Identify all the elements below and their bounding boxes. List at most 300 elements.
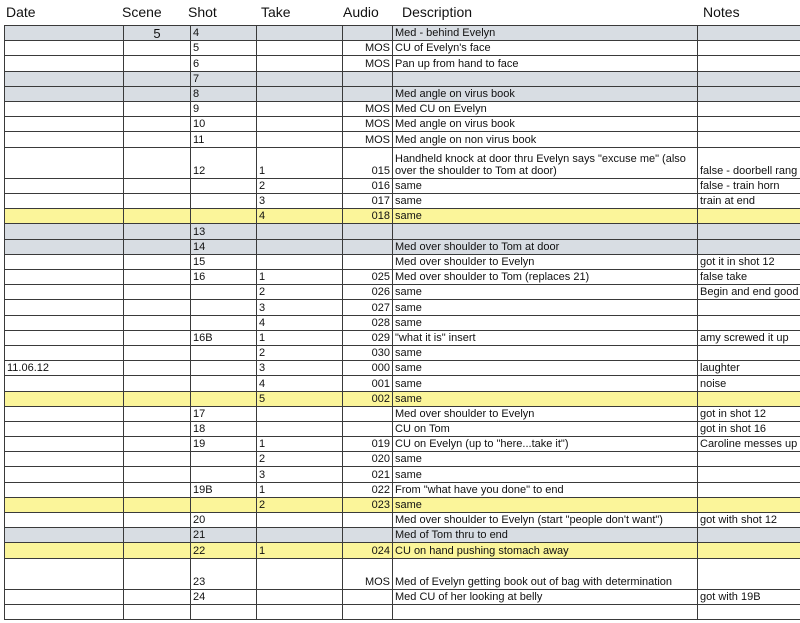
description-cell <box>393 224 698 239</box>
take-cell: 2 <box>257 178 343 193</box>
description-cell <box>393 605 698 620</box>
scene-cell <box>124 254 191 269</box>
take-cell: 1 <box>257 543 343 558</box>
scene-cell <box>124 86 191 101</box>
description-cell: Med of Evelyn getting book out of bag with determination <box>393 558 698 589</box>
scene-cell <box>124 132 191 147</box>
scene-cell <box>124 437 191 452</box>
description-cell: Med over shoulder to Evelyn <box>393 406 698 421</box>
take-cell: 1 <box>257 482 343 497</box>
shot-cell: 10 <box>191 117 257 132</box>
audio-cell <box>343 239 393 254</box>
description-cell: same <box>393 285 698 300</box>
table-row <box>5 497 800 512</box>
scene-cell <box>124 406 191 421</box>
table-row <box>5 147 800 178</box>
take-cell <box>257 101 343 116</box>
date-cell <box>5 391 124 406</box>
shot-cell: 19 <box>191 437 257 452</box>
table-row <box>5 452 800 467</box>
shot-cell <box>191 605 257 620</box>
table-row <box>5 345 800 360</box>
shot-cell <box>191 178 257 193</box>
notes-cell: false - doorbell rang <box>698 147 800 178</box>
notes-cell <box>698 209 800 224</box>
take-cell: 2 <box>257 497 343 512</box>
description-cell: Med angle on virus book <box>393 117 698 132</box>
shot-cell: 24 <box>191 589 257 604</box>
scene-cell <box>124 285 191 300</box>
notes-cell: got it in shot 12 <box>698 254 800 269</box>
take-cell <box>257 86 343 101</box>
take-cell <box>257 224 343 239</box>
table-row <box>5 56 800 71</box>
notes-cell <box>698 41 800 56</box>
audio-cell: MOS <box>343 41 393 56</box>
date-cell <box>5 558 124 589</box>
take-cell <box>257 589 343 604</box>
date-cell <box>5 589 124 604</box>
audio-cell: 026 <box>343 285 393 300</box>
column-header-row <box>0 0 800 24</box>
description-cell: same <box>393 452 698 467</box>
audio-cell <box>343 71 393 86</box>
table-row <box>5 437 800 452</box>
notes-cell <box>698 86 800 101</box>
description-cell: Med over shoulder to Evelyn (start "people don't want") <box>393 513 698 528</box>
table-row <box>5 86 800 101</box>
shot-cell <box>191 497 257 512</box>
shot-cell <box>191 361 257 376</box>
date-cell <box>5 482 124 497</box>
date-cell <box>5 330 124 345</box>
audio-cell <box>343 254 393 269</box>
audio-cell: 030 <box>343 345 393 360</box>
audio-cell: 015 <box>343 147 393 178</box>
table-row <box>5 421 800 436</box>
shot-log-table <box>4 25 800 620</box>
header-audio: Audio <box>343 4 379 20</box>
shot-cell: 6 <box>191 56 257 71</box>
scene-cell <box>124 209 191 224</box>
audio-cell: 021 <box>343 467 393 482</box>
notes-cell: false - train horn <box>698 178 800 193</box>
notes-cell <box>698 452 800 467</box>
audio-cell <box>343 528 393 543</box>
date-cell <box>5 497 124 512</box>
audio-cell <box>343 513 393 528</box>
table-row <box>5 376 800 391</box>
header-date: Date <box>6 4 36 20</box>
notes-cell <box>698 239 800 254</box>
notes-cell <box>698 56 800 71</box>
table-row <box>5 406 800 421</box>
audio-cell <box>343 86 393 101</box>
date-cell <box>5 452 124 467</box>
audio-cell <box>343 26 393 41</box>
header-shot: Shot <box>188 4 217 20</box>
shot-cell <box>191 376 257 391</box>
date-cell <box>5 71 124 86</box>
date-cell <box>5 254 124 269</box>
description-cell: Med CU of her looking at belly <box>393 589 698 604</box>
date-cell <box>5 147 124 178</box>
date-cell <box>5 315 124 330</box>
description-cell <box>393 71 698 86</box>
scene-cell <box>124 421 191 436</box>
take-cell <box>257 117 343 132</box>
take-cell: 1 <box>257 437 343 452</box>
audio-cell <box>343 605 393 620</box>
description-cell: same <box>393 391 698 406</box>
date-cell <box>5 86 124 101</box>
take-cell <box>257 239 343 254</box>
header-description: Description <box>402 4 473 20</box>
take-cell <box>257 421 343 436</box>
table-row <box>5 239 800 254</box>
shot-cell: 9 <box>191 101 257 116</box>
scene-cell <box>124 528 191 543</box>
date-cell <box>5 543 124 558</box>
description-cell: same <box>393 467 698 482</box>
date-cell <box>5 285 124 300</box>
description-cell: Med of Tom thru to end <box>393 528 698 543</box>
scene-cell <box>124 391 191 406</box>
take-cell: 2 <box>257 452 343 467</box>
date-cell <box>5 209 124 224</box>
scene-cell: 5 <box>124 26 191 41</box>
scene-cell <box>124 482 191 497</box>
table-row <box>5 605 800 620</box>
table-row <box>5 209 800 224</box>
notes-cell <box>698 345 800 360</box>
table-row <box>5 558 800 589</box>
description-cell: same <box>393 361 698 376</box>
audio-cell: 028 <box>343 315 393 330</box>
audio-cell <box>343 224 393 239</box>
description-cell: CU on Evelyn (up to "here...take it") <box>393 437 698 452</box>
description-cell: "what it is" insert <box>393 330 698 345</box>
shot-cell: 11 <box>191 132 257 147</box>
date-cell <box>5 41 124 56</box>
shot-cell: 17 <box>191 406 257 421</box>
audio-cell: 001 <box>343 376 393 391</box>
date-cell <box>5 467 124 482</box>
shot-cell: 12 <box>191 147 257 178</box>
date-cell <box>5 117 124 132</box>
scene-cell <box>124 117 191 132</box>
header-notes: Notes <box>703 4 740 20</box>
notes-cell <box>698 605 800 620</box>
audio-cell: 022 <box>343 482 393 497</box>
notes-cell <box>698 543 800 558</box>
date-cell <box>5 26 124 41</box>
take-cell <box>257 56 343 71</box>
description-cell: Med over shoulder to Tom (replaces 21) <box>393 270 698 285</box>
table-row <box>5 270 800 285</box>
description-cell: Med over shoulder to Tom at door <box>393 239 698 254</box>
notes-cell: got with 19B <box>698 589 800 604</box>
audio-cell <box>343 406 393 421</box>
scene-cell <box>124 513 191 528</box>
shot-cell: 15 <box>191 254 257 269</box>
shot-cell <box>191 452 257 467</box>
date-cell <box>5 178 124 193</box>
description-cell: same <box>393 209 698 224</box>
shot-cell: 22 <box>191 543 257 558</box>
take-cell: 4 <box>257 209 343 224</box>
header-take: Take <box>261 4 291 20</box>
table-row <box>5 101 800 116</box>
take-cell <box>257 558 343 589</box>
scene-cell <box>124 558 191 589</box>
shot-cell: 7 <box>191 71 257 86</box>
table-row <box>5 300 800 315</box>
scene-cell <box>124 239 191 254</box>
date-cell <box>5 376 124 391</box>
scene-cell <box>124 147 191 178</box>
scene-cell <box>124 178 191 193</box>
header-scene: Scene <box>122 4 162 20</box>
table-row <box>5 467 800 482</box>
audio-cell: 020 <box>343 452 393 467</box>
audio-cell: 025 <box>343 270 393 285</box>
date-cell <box>5 239 124 254</box>
take-cell <box>257 605 343 620</box>
take-cell <box>257 26 343 41</box>
scene-cell <box>124 452 191 467</box>
shot-cell: 18 <box>191 421 257 436</box>
description-cell: same <box>393 376 698 391</box>
notes-cell: false take <box>698 270 800 285</box>
notes-cell <box>698 528 800 543</box>
audio-cell: 019 <box>343 437 393 452</box>
shot-cell: 5 <box>191 41 257 56</box>
notes-cell <box>698 132 800 147</box>
audio-cell: MOS <box>343 117 393 132</box>
table-row <box>5 482 800 497</box>
notes-cell <box>698 558 800 589</box>
shot-cell: 14 <box>191 239 257 254</box>
shot-cell <box>191 467 257 482</box>
description-cell: Med angle on non virus book <box>393 132 698 147</box>
audio-cell: 027 <box>343 300 393 315</box>
shot-cell <box>191 209 257 224</box>
description-cell: CU of Evelyn's face <box>393 41 698 56</box>
date-cell <box>5 270 124 285</box>
notes-cell: got with shot 12 <box>698 513 800 528</box>
scene-cell <box>124 71 191 86</box>
table-row <box>5 315 800 330</box>
take-cell <box>257 132 343 147</box>
description-cell: Med - behind Evelyn <box>393 26 698 41</box>
table-row <box>5 543 800 558</box>
date-cell <box>5 194 124 209</box>
take-cell <box>257 513 343 528</box>
scene-cell <box>124 361 191 376</box>
notes-cell: got in shot 12 <box>698 406 800 421</box>
shot-cell: 23 <box>191 558 257 589</box>
take-cell <box>257 41 343 56</box>
date-cell <box>5 101 124 116</box>
notes-cell: noise <box>698 376 800 391</box>
audio-cell: 000 <box>343 361 393 376</box>
date-cell <box>5 513 124 528</box>
table-row <box>5 132 800 147</box>
date-cell <box>5 605 124 620</box>
take-cell: 3 <box>257 194 343 209</box>
description-cell: same <box>393 345 698 360</box>
table-row <box>5 194 800 209</box>
take-cell <box>257 406 343 421</box>
table-row <box>5 589 800 604</box>
audio-cell: MOS <box>343 558 393 589</box>
description-cell: CU on hand pushing stomach away <box>393 543 698 558</box>
table-row <box>5 391 800 406</box>
take-cell: 4 <box>257 315 343 330</box>
take-cell: 2 <box>257 345 343 360</box>
shot-cell <box>191 345 257 360</box>
description-cell: same <box>393 497 698 512</box>
audio-cell <box>343 421 393 436</box>
description-cell: Med over shoulder to Evelyn <box>393 254 698 269</box>
date-cell <box>5 345 124 360</box>
audio-cell: 018 <box>343 209 393 224</box>
shot-cell: 8 <box>191 86 257 101</box>
scene-cell <box>124 224 191 239</box>
description-cell: same <box>393 315 698 330</box>
shot-cell: 16B <box>191 330 257 345</box>
table-row <box>5 178 800 193</box>
notes-cell <box>698 26 800 41</box>
date-cell: 11.06.12 <box>5 361 124 376</box>
audio-cell: 024 <box>343 543 393 558</box>
date-cell <box>5 528 124 543</box>
table-row <box>5 513 800 528</box>
date-cell <box>5 406 124 421</box>
shot-cell: 13 <box>191 224 257 239</box>
audio-cell: 017 <box>343 194 393 209</box>
description-cell: CU on Tom <box>393 421 698 436</box>
notes-cell <box>698 482 800 497</box>
audio-cell: 016 <box>343 178 393 193</box>
notes-cell <box>698 497 800 512</box>
take-cell <box>257 254 343 269</box>
date-cell <box>5 56 124 71</box>
take-cell <box>257 71 343 86</box>
take-cell: 1 <box>257 270 343 285</box>
scene-cell <box>124 41 191 56</box>
shot-cell: 19B <box>191 482 257 497</box>
date-cell <box>5 300 124 315</box>
scene-cell <box>124 467 191 482</box>
description-cell: same <box>393 300 698 315</box>
shot-cell: 4 <box>191 26 257 41</box>
notes-cell <box>698 391 800 406</box>
shot-cell: 21 <box>191 528 257 543</box>
take-cell: 3 <box>257 300 343 315</box>
notes-cell <box>698 71 800 86</box>
table-row <box>5 224 800 239</box>
notes-cell: got in shot 16 <box>698 421 800 436</box>
take-cell: 3 <box>257 361 343 376</box>
scene-cell <box>124 376 191 391</box>
take-cell: 4 <box>257 376 343 391</box>
scene-cell <box>124 315 191 330</box>
audio-cell: MOS <box>343 132 393 147</box>
audio-cell: 023 <box>343 497 393 512</box>
scene-cell <box>124 300 191 315</box>
take-cell: 5 <box>257 391 343 406</box>
take-cell <box>257 528 343 543</box>
shot-cell: 16 <box>191 270 257 285</box>
shot-cell <box>191 285 257 300</box>
shot-cell: 20 <box>191 513 257 528</box>
scene-cell <box>124 101 191 116</box>
notes-cell <box>698 315 800 330</box>
table-row <box>5 254 800 269</box>
take-cell: 1 <box>257 147 343 178</box>
date-cell <box>5 437 124 452</box>
take-cell: 3 <box>257 467 343 482</box>
take-cell: 1 <box>257 330 343 345</box>
table-row <box>5 330 800 345</box>
date-cell <box>5 224 124 239</box>
shot-cell <box>191 315 257 330</box>
notes-cell: Begin and end good <box>698 285 800 300</box>
notes-cell <box>698 300 800 315</box>
notes-cell <box>698 101 800 116</box>
description-cell: same <box>393 194 698 209</box>
description-cell: Handheld knock at door thru Evelyn says "excuse me" (also over the shoulder to Tom at door) <box>393 147 698 178</box>
table-row <box>5 26 800 41</box>
date-cell <box>5 421 124 436</box>
take-cell: 2 <box>257 285 343 300</box>
notes-cell: laughter <box>698 361 800 376</box>
description-cell: same <box>393 178 698 193</box>
audio-cell: 029 <box>343 330 393 345</box>
description-cell: From "what have you done" to end <box>393 482 698 497</box>
table-row <box>5 41 800 56</box>
scene-cell <box>124 589 191 604</box>
audio-cell: MOS <box>343 56 393 71</box>
table-row <box>5 71 800 86</box>
description-cell: Pan up from hand to face <box>393 56 698 71</box>
notes-cell: train at end <box>698 194 800 209</box>
table-row <box>5 117 800 132</box>
table-row <box>5 285 800 300</box>
audio-cell: MOS <box>343 101 393 116</box>
table-row <box>5 361 800 376</box>
audio-cell: 002 <box>343 391 393 406</box>
notes-cell: amy screwed it up <box>698 330 800 345</box>
shot-cell <box>191 300 257 315</box>
notes-cell: Caroline messes up <box>698 437 800 452</box>
date-cell <box>5 132 124 147</box>
scene-cell <box>124 543 191 558</box>
scene-cell <box>124 330 191 345</box>
audio-cell <box>343 589 393 604</box>
table-row <box>5 528 800 543</box>
shot-cell <box>191 391 257 406</box>
notes-cell <box>698 224 800 239</box>
scene-cell <box>124 270 191 285</box>
notes-cell <box>698 117 800 132</box>
scene-cell <box>124 345 191 360</box>
scene-cell <box>124 605 191 620</box>
scene-cell <box>124 56 191 71</box>
scene-cell <box>124 497 191 512</box>
